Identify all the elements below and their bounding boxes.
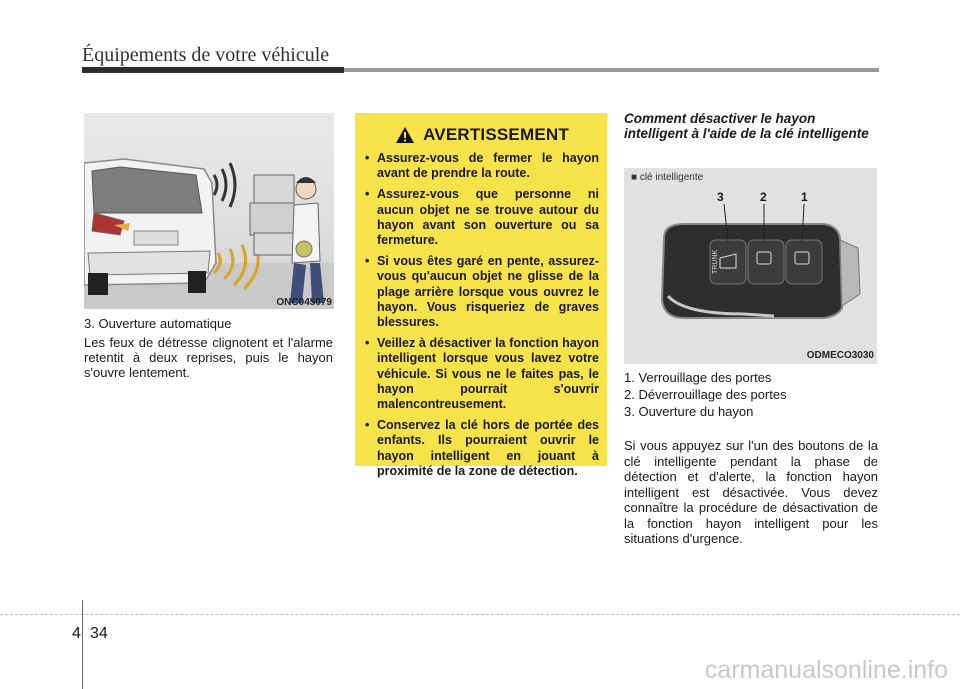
key-label-3: 3 [717, 190, 724, 204]
tailgate-illustration [84, 113, 334, 309]
warning-list [365, 151, 599, 479]
list-item: 2. Déverrouillage des portes [624, 387, 787, 402]
list-item: 3. Ouverture du hayon [624, 404, 754, 419]
warning-triangle-icon [395, 126, 415, 144]
warning-header [365, 125, 599, 145]
section-subtitle: Comment désactiver le hayon intelligent à l'aide de la clé intelligente [624, 111, 869, 141]
footer-vertical-rule [82, 600, 83, 689]
key-button-list [624, 369, 787, 420]
page-header-title: Équipements de votre véhicule [82, 44, 330, 66]
figure-code: ONC045079 [276, 297, 332, 308]
list-item: 1. Verrouillage des portes [624, 370, 772, 385]
car-person-drawing [84, 113, 334, 309]
smart-key-drawing [624, 168, 877, 364]
trunk-text: TRUNK [712, 249, 719, 274]
figure-code: ODMECO3030 [806, 350, 874, 361]
footer-divider [0, 614, 960, 615]
left-text [84, 316, 333, 384]
key-label-2: 2 [760, 190, 767, 204]
key-label-1: 1 [801, 190, 808, 204]
warning-item: • Assurez-vous de fermer le hayon avant de prendre la route. [365, 151, 599, 181]
figure-caption: ■ clé intelligente [631, 172, 704, 183]
page-number: 34 [90, 625, 108, 642]
warning-item: • Conservez la clé hors de portée des enfants. Ils pourraient ouvrir le hayon intelligent en jouant à proximité de la zone de détection. [365, 418, 599, 478]
chapter-number: 4 [72, 625, 81, 642]
right-paragraph: Si vous appuyez sur l'un des boutons de la clé intelligente pendant la phase de détection et d'alerte, la fonction hayon intelligent est désactivée. Vous devez connaître la procédure de désactivation de la fonction hayon intelligent pour les situations d'urgence. [624, 438, 878, 546]
warning-title: AVERTISSEMENT [423, 125, 569, 144]
watermark: carmanualsonline.info [704, 656, 948, 684]
header-rule-accent [82, 67, 344, 73]
warning-item: • Veillez à désactiver la fonction hayon intelligent lorsque vous lavez votre véhicule. Si vous ne le faites pas, le hayon pourrait s'ouvrir malencontreusement. [365, 336, 599, 412]
smart-key-figure [624, 168, 877, 364]
step-caption: 3. Ouverture automatique [84, 316, 232, 331]
warning-item: • Assurez-vous que personne ni aucun objet ne se trouve autour du hayon avant son ouverture ou sa fermeture. [365, 187, 599, 248]
left-paragraph: Les feux de détresse clignotent et l'alarme retentit à deux reprises, puis le hayon s'ouvre lentement. [84, 335, 333, 380]
warning-item: • Si vous êtes garé en pente, assurez-vous qu'aucun objet ne glisse de la plage arrière lorsque vous ouvrez le hayon. Vous risqueriez de graves blessures. [365, 254, 599, 330]
warning-box [355, 113, 607, 478]
